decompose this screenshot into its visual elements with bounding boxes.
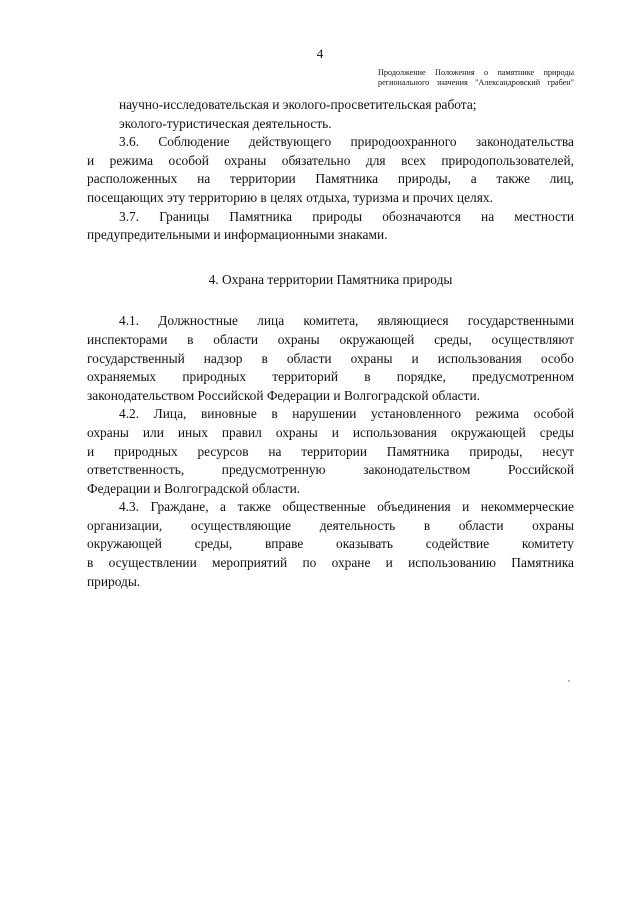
text-line: государственный надзор в области охраны и использования особо (87, 350, 574, 366)
text-line: окружающей среды, вправе оказывать содействие комитету (87, 536, 574, 552)
running-head-line: Продолжение Положения о памятнике природы (378, 68, 574, 77)
document-body (87, 96, 574, 591)
text-line: предупредительными и информационными знаками. (87, 227, 388, 243)
text-line: 3.6. Соблюдение действующего природоохранного законодательства (119, 134, 574, 150)
clause-3-6 (87, 133, 574, 207)
page-number: 4 (316, 46, 324, 61)
scan-speck (568, 680, 570, 682)
clause-4-2 (87, 405, 574, 498)
text-line: природы. (87, 573, 141, 589)
text-line: 3.7. Границы Памятника природы обозначаются на местности (119, 208, 574, 224)
clause-4-3 (87, 498, 574, 591)
section-heading: 4. Охрана территории Памятника природы (208, 271, 453, 287)
clause-3-7 (87, 208, 574, 245)
running-head (378, 68, 574, 88)
text-line: научно-исследовательская и эколого-просветительская работа; (119, 97, 477, 112)
text-line: ответственность, предусмотренную законодательством Российской (87, 462, 574, 478)
text-line: эколого-туристическая деятельность. (119, 115, 332, 131)
text-line: Федерации и Волгоградской области. (87, 480, 301, 496)
text-line: 4.2. Лица, виновные в нарушении установленного режима особой (119, 406, 574, 422)
text-line: и режима особой охраны обязательно для всех природопользователей, (87, 152, 574, 168)
text-line: законодательством Российской Федерации и Волгоградской области. (87, 387, 480, 403)
text-line: расположенных на территории Памятника природы, а также лиц, (87, 171, 574, 187)
text-line: охраняемых природных территорий в порядке, предусмотренном (87, 369, 574, 385)
text-line: инспекторами в области охраны окружающей среды, осуществляют (87, 331, 574, 347)
text-line: 4.3. Граждане, а также общественные объединения и некоммерческие (119, 499, 574, 515)
text-line: охраны или иных правил охраны и использования окружающей среды (87, 424, 574, 440)
section3-continuation (87, 96, 574, 133)
text-line: посещающих эту территорию в целях отдыха, туризма и прочих целях. (87, 189, 493, 205)
text-line: организации, осуществляющие деятельность в области охраны (87, 517, 574, 533)
text-line: 4.1. Должностные лица комитета, являющиеся государственными (119, 313, 574, 329)
text-line: в осуществлении мероприятий по охране и использованию Памятника (87, 555, 574, 571)
clause-4-1 (87, 312, 574, 405)
running-head-line: регионального значения "Александровский грабен" (378, 78, 574, 87)
text-line: и природных ресурсов на территории Памятника природы, несут (87, 443, 574, 459)
